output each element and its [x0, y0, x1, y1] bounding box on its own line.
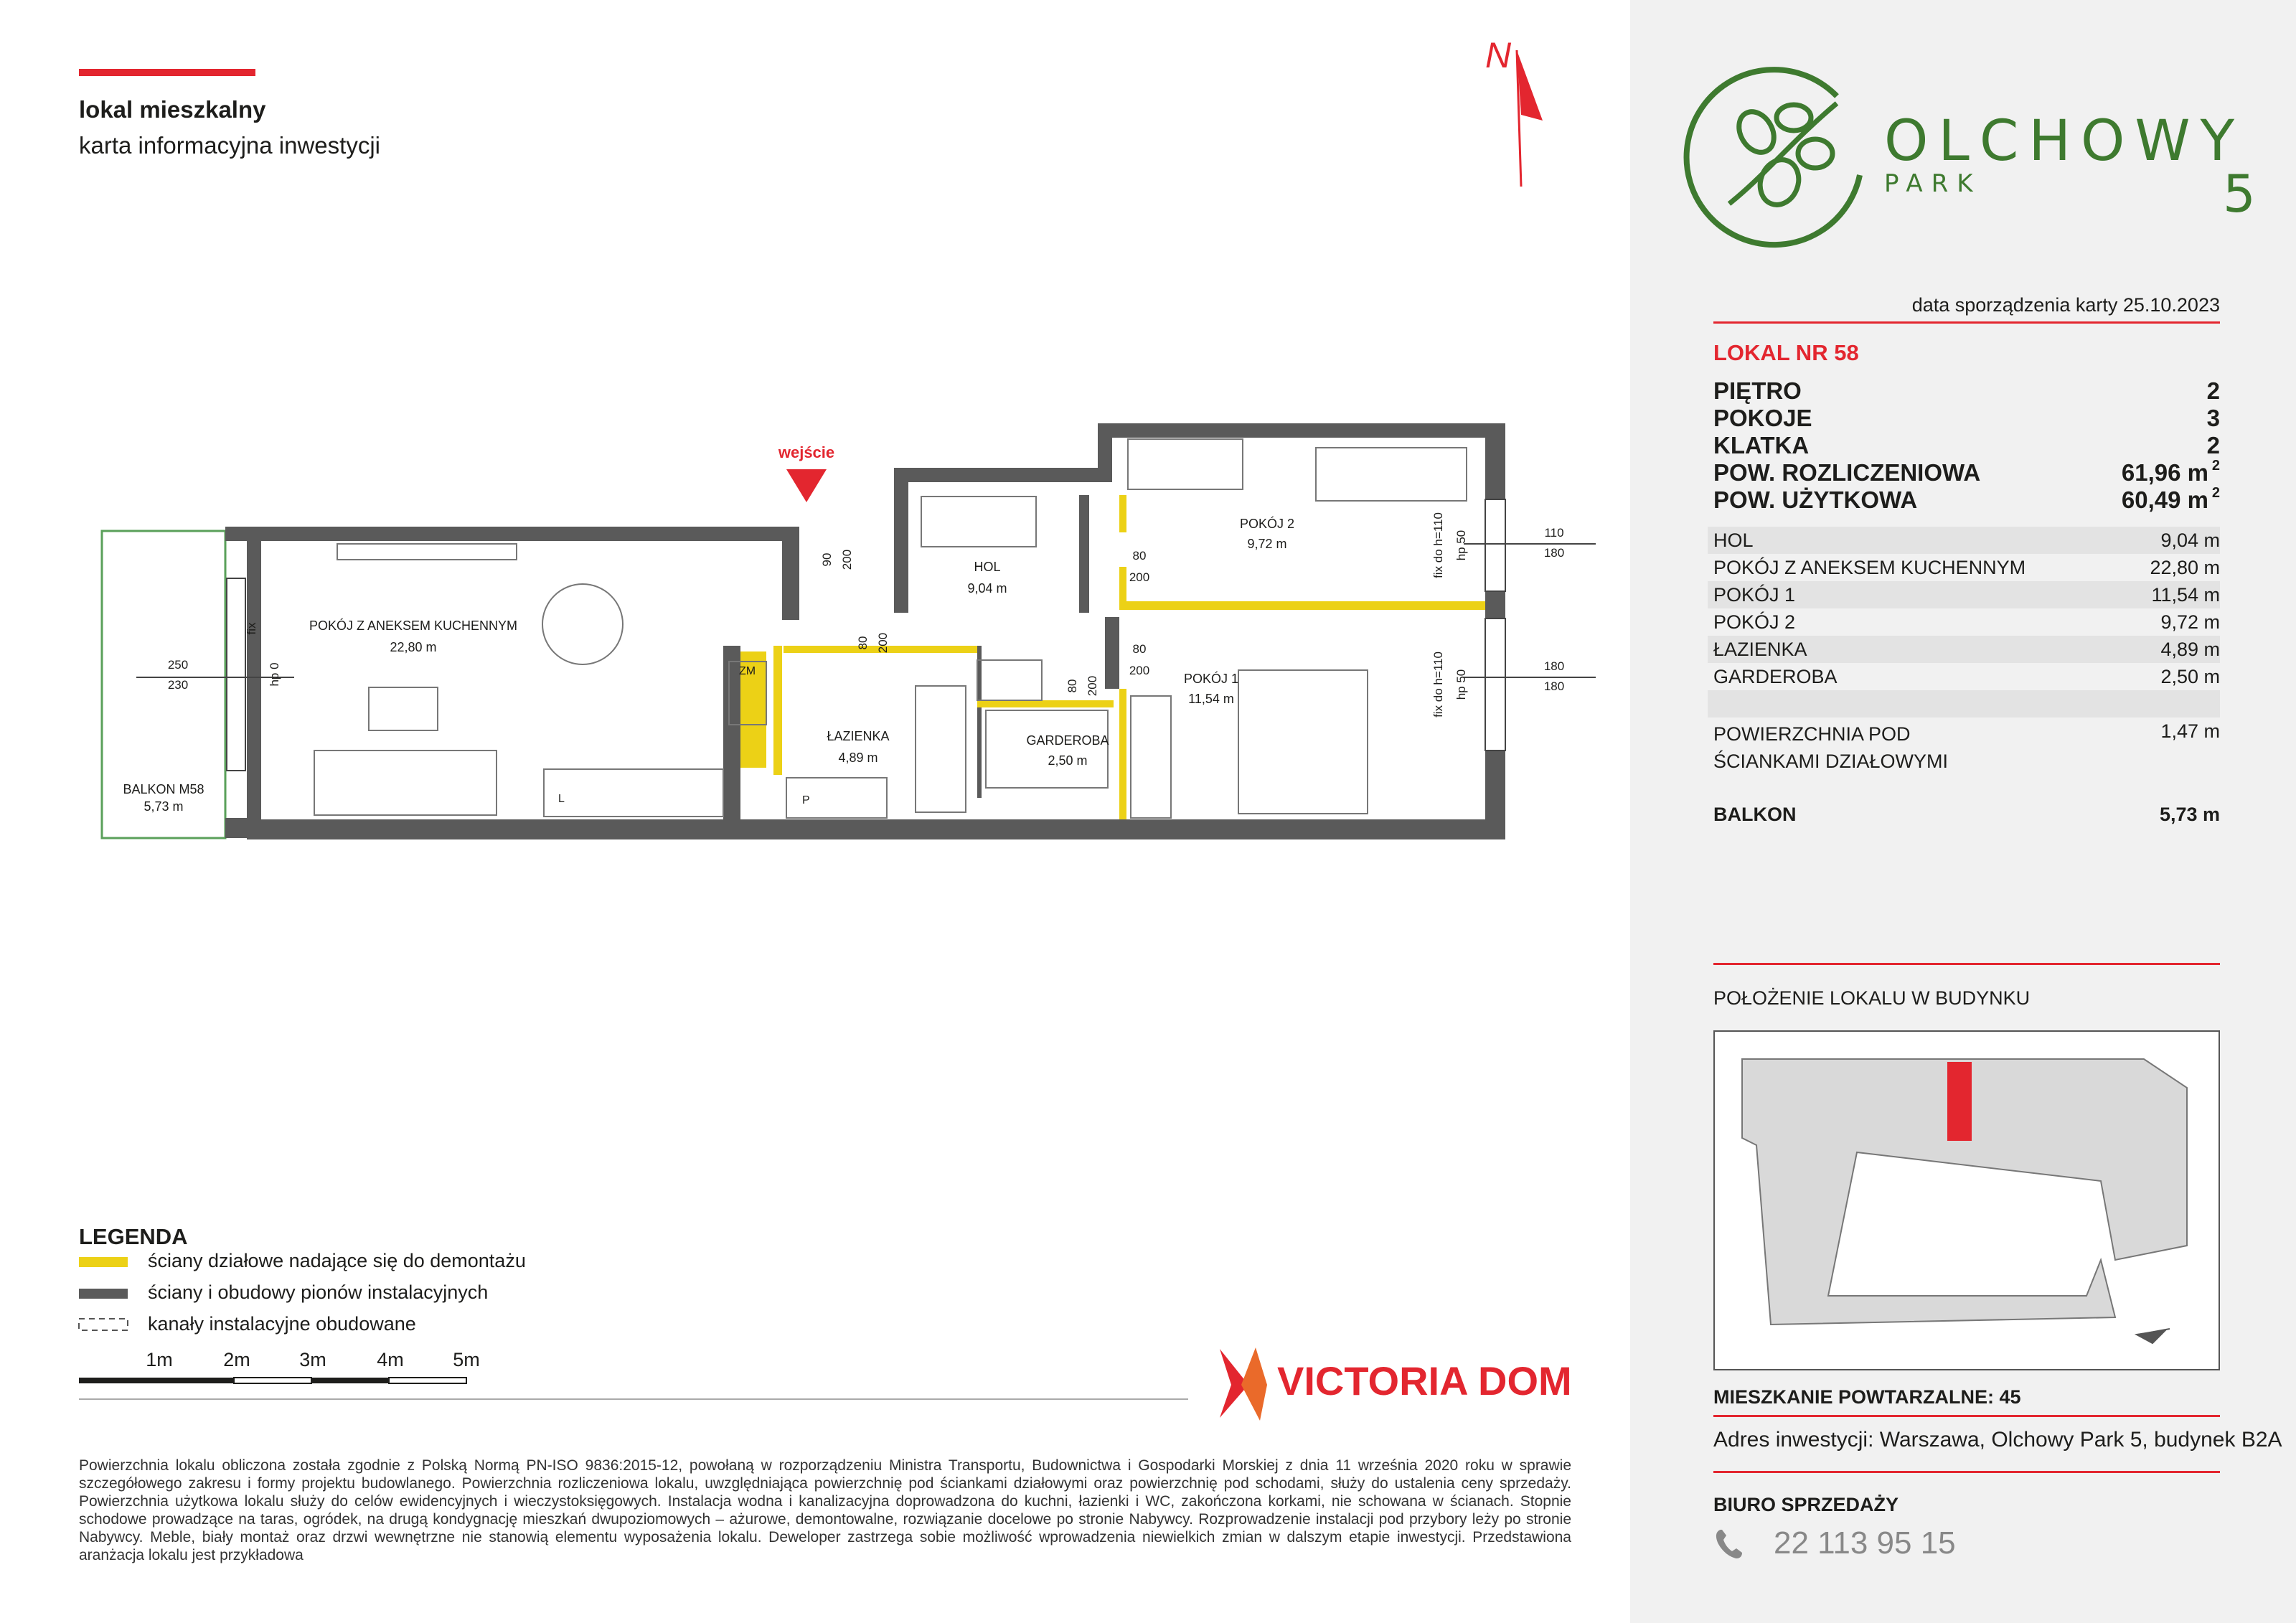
compass-icon [1517, 50, 1543, 187]
room-area-balkon: 5,73 m [144, 799, 184, 814]
summary-value: 2 [2206, 432, 2220, 458]
scale-5m: 5m [453, 1349, 480, 1370]
scale-2m: 2m [223, 1349, 250, 1370]
room-area-garderoba: 2,50 m [1048, 753, 1088, 768]
walls-label: POWIERZCHNIA POD ŚCIANKAMI DZIAŁOWYMI [1713, 723, 1949, 772]
summary-label: KLATKA [1713, 432, 1810, 458]
unit-highlight [1947, 1062, 1972, 1141]
summary-value: 61,96 m [2121, 459, 2208, 486]
developer-name: VICTORIA DOM [1277, 1358, 1572, 1403]
room-label-pokoj2: POKÓJ 2 [1239, 517, 1295, 531]
brand-sub: PARK [1884, 169, 1982, 198]
summary-label: PIĘTRO [1713, 377, 1802, 404]
room-row [1708, 608, 2220, 636]
divider [1713, 963, 2220, 965]
room-name: HOL [1713, 530, 1754, 551]
balcony-value: 5,73 m [2159, 804, 2220, 825]
position-title: POŁOŻENIE LOKALU W BUDYNKU [1713, 987, 2031, 1009]
scale-bar [79, 1378, 466, 1383]
legend-item-installation: ściany i obudowy pionów instalacyjnych [148, 1281, 489, 1303]
room-label-salon: POKÓJ Z ANEKSEM KUCHENNYM [309, 618, 518, 633]
room-name: POKÓJ 2 [1713, 611, 1796, 633]
divider [1713, 321, 2220, 324]
door-gard-w: 80 [1065, 679, 1079, 693]
walls-value: 1,47 m [2160, 720, 2220, 742]
room-area-lazienka: 4,89 m [838, 751, 878, 765]
legend-swatch-demolish [79, 1257, 128, 1267]
creation-date: data sporządzenia karty 25.10.2023 [1911, 294, 2220, 316]
scale-3m: 3m [299, 1349, 326, 1370]
room-area: 4,89 m [2160, 639, 2220, 660]
door-p1-h: 200 [1129, 664, 1150, 677]
brand-number: 5 [2223, 164, 2256, 224]
unit-superscript: 2 [2211, 458, 2220, 474]
door-p2-h: 200 [1129, 570, 1150, 584]
window-left-hp: hp 0 [268, 662, 281, 687]
room-label-lazienka: ŁAZIENKA [827, 729, 890, 743]
window-r2-hp: hp 50 [1454, 669, 1468, 700]
room-area-pokoj2: 9,72 m [1247, 537, 1287, 551]
divider [1713, 1415, 2220, 1417]
room-name: POKÓJ 1 [1713, 584, 1796, 606]
summary-label: POW. UŻYTKOWA [1713, 486, 1918, 513]
compass-label: N [1485, 35, 1512, 75]
summary-value: 2 [2206, 377, 2220, 404]
room-row [1708, 636, 2220, 663]
window-r1-fix: fix do h=110 [1431, 512, 1445, 578]
window-r1-hp: hp 50 [1454, 530, 1468, 561]
door-p2-w: 80 [1132, 549, 1147, 563]
summary-row [1713, 486, 2220, 514]
room-area: 9,04 m [2160, 530, 2220, 551]
legend-swatch-installation [79, 1289, 128, 1299]
door-gard-h: 200 [1086, 675, 1099, 697]
door-p1-w: 80 [1132, 642, 1147, 656]
window-left-bottom: 230 [167, 678, 189, 692]
room-area: 22,80 m [2150, 557, 2220, 578]
room-label-hol: HOL [974, 560, 1001, 574]
room-label-balkon: BALKON M58 [123, 782, 204, 796]
door-entry-w: 90 [820, 552, 834, 567]
victoria-dom-logo-icon [1220, 1347, 1267, 1421]
legend-item-demolish: ściany działowe nadające się do demontażu [148, 1250, 526, 1271]
door-bath-h: 200 [876, 632, 890, 654]
balcony-label: BALKON [1713, 804, 1797, 825]
summary-row [1713, 405, 2220, 432]
legend-title: LEGENDA [79, 1224, 188, 1249]
entrance-arrow-icon [786, 469, 827, 502]
room-area: 11,54 m [2151, 584, 2220, 606]
room-name: ŁAZIENKA [1713, 639, 1807, 660]
window-r2-top: 180 [1543, 659, 1565, 673]
summary-row [1713, 459, 2220, 486]
door-bath-w: 80 [856, 636, 870, 650]
olchowy-park-logo-icon [1672, 60, 1873, 254]
fixture-zm: ZM [739, 665, 756, 677]
room-row [1708, 581, 2220, 608]
spacer-row [1708, 690, 2220, 718]
door-entry-h: 200 [840, 549, 854, 570]
legend-item-channels: kanały instalacyjne obudowane [148, 1313, 416, 1335]
scale-4m: 4m [377, 1349, 404, 1370]
window-r1-bottom: 180 [1543, 546, 1565, 560]
document-subtitle: karta informacyjna inwestycji [79, 132, 380, 159]
summary-row [1713, 432, 2220, 459]
divider [1713, 1471, 2220, 1473]
window-r2-fix: fix do h=110 [1431, 651, 1445, 718]
room-label-garderoba: GARDEROBA [1026, 733, 1109, 748]
unit-number: LOKAL NR 58 [1713, 340, 1859, 365]
interior-walls [723, 495, 1485, 822]
room-area-pokoj1: 11,54 m [1188, 692, 1234, 706]
summary-value: 3 [2206, 405, 2220, 431]
footnote: Powierzchnia lokalu obliczona została zgodnie z Polską Normą PN-ISO 9836:2015-12, powołaną w rozporządzeniu Ministra Transportu, Budownictwa i Gospodarki Morskiej z dnia 11 września 2020 roku w sprawie szczegółowego zakresu i formy projektu budowlanego. Powierzchnia rozliczeniowa lokalu, uwzględniająca powierzchnię pod ściankami działowymi oraz powierzchnię pod schodami, służy do ustalenia ceny sprzedaży. Powierzchnia użytkowa lokalu służy do celów ewidencyjnych i wieczystoksięgowych. Instalacja wodna i kanalizacyjna doprowadzona do kuchni, łazienki i WC, zakończona korkami, nie schowana w ścianach. Stopnie schodowe prowadzące na taras, ogródek, na drugą kondygnację mieszkań dwupoziomowych – ażurowe, demontowalne, rozwiązanie docelowe po stronie Nabywcy. Rozprowadzenie instalacji pod przybory leży po stronie Nabywcy. Meble, biały montaż oraz drzwi wewnętrzne nie stanowią elementu wyposażenia lokalu. Deweloper zastrzega sobie możliwość wprowadzenia niewielkich zmian w dalszym etapie inwestycji. Przedstawiona aranżacja lokalu jest przykładowa [79, 1457, 1571, 1563]
investment-address: Adres inwestycji: Warszawa, Olchowy Park 5, budynek B2A [1713, 1428, 2282, 1452]
room-row [1708, 527, 2220, 554]
window-left-top: 250 [167, 658, 189, 672]
room-name: GARDEROBA [1713, 666, 1838, 687]
building-position-map [1713, 1030, 2220, 1370]
summary-label: POKOJE [1713, 405, 1812, 431]
repeat-count: MIESZKANIE POWTARZALNE: 45 [1713, 1386, 2021, 1408]
summary-value: 60,49 m [2121, 486, 2208, 513]
room-name: POKÓJ Z ANEKSEM KUCHENNYM [1713, 557, 2026, 578]
window-r2-bottom: 180 [1543, 679, 1565, 693]
room-area-hol: 9,04 m [967, 581, 1007, 596]
room-area-salon: 22,80 m [390, 640, 437, 654]
window-r1-top: 110 [1544, 526, 1564, 540]
window-left-fix: fix [245, 622, 258, 635]
legend-swatch-channel [79, 1319, 128, 1330]
room-label-pokoj1: POKÓJ 1 [1183, 672, 1239, 686]
room-row [1708, 554, 2220, 581]
unit-superscript: 2 [2211, 485, 2220, 501]
fixture-l: L [558, 793, 565, 805]
room-row [1708, 663, 2220, 690]
sales-office-title: BIURO SPRZEDAŻY [1713, 1494, 1899, 1515]
document-title: lokal mieszkalny [79, 96, 266, 123]
room-area: 2,50 m [2160, 666, 2220, 687]
scale-1m: 1m [146, 1349, 173, 1370]
fixture-p: P [802, 794, 810, 806]
brand-name: OLCHOWY [1884, 109, 2245, 174]
summary-row [1713, 377, 2220, 405]
sales-phone[interactable]: 22 113 95 15 [1774, 1525, 1956, 1561]
phone-icon [1715, 1528, 1744, 1560]
summary-label: POW. ROZLICZENIOWA [1713, 459, 1981, 486]
entrance-label: wejście [778, 443, 835, 461]
room-area: 9,72 m [2160, 611, 2220, 633]
